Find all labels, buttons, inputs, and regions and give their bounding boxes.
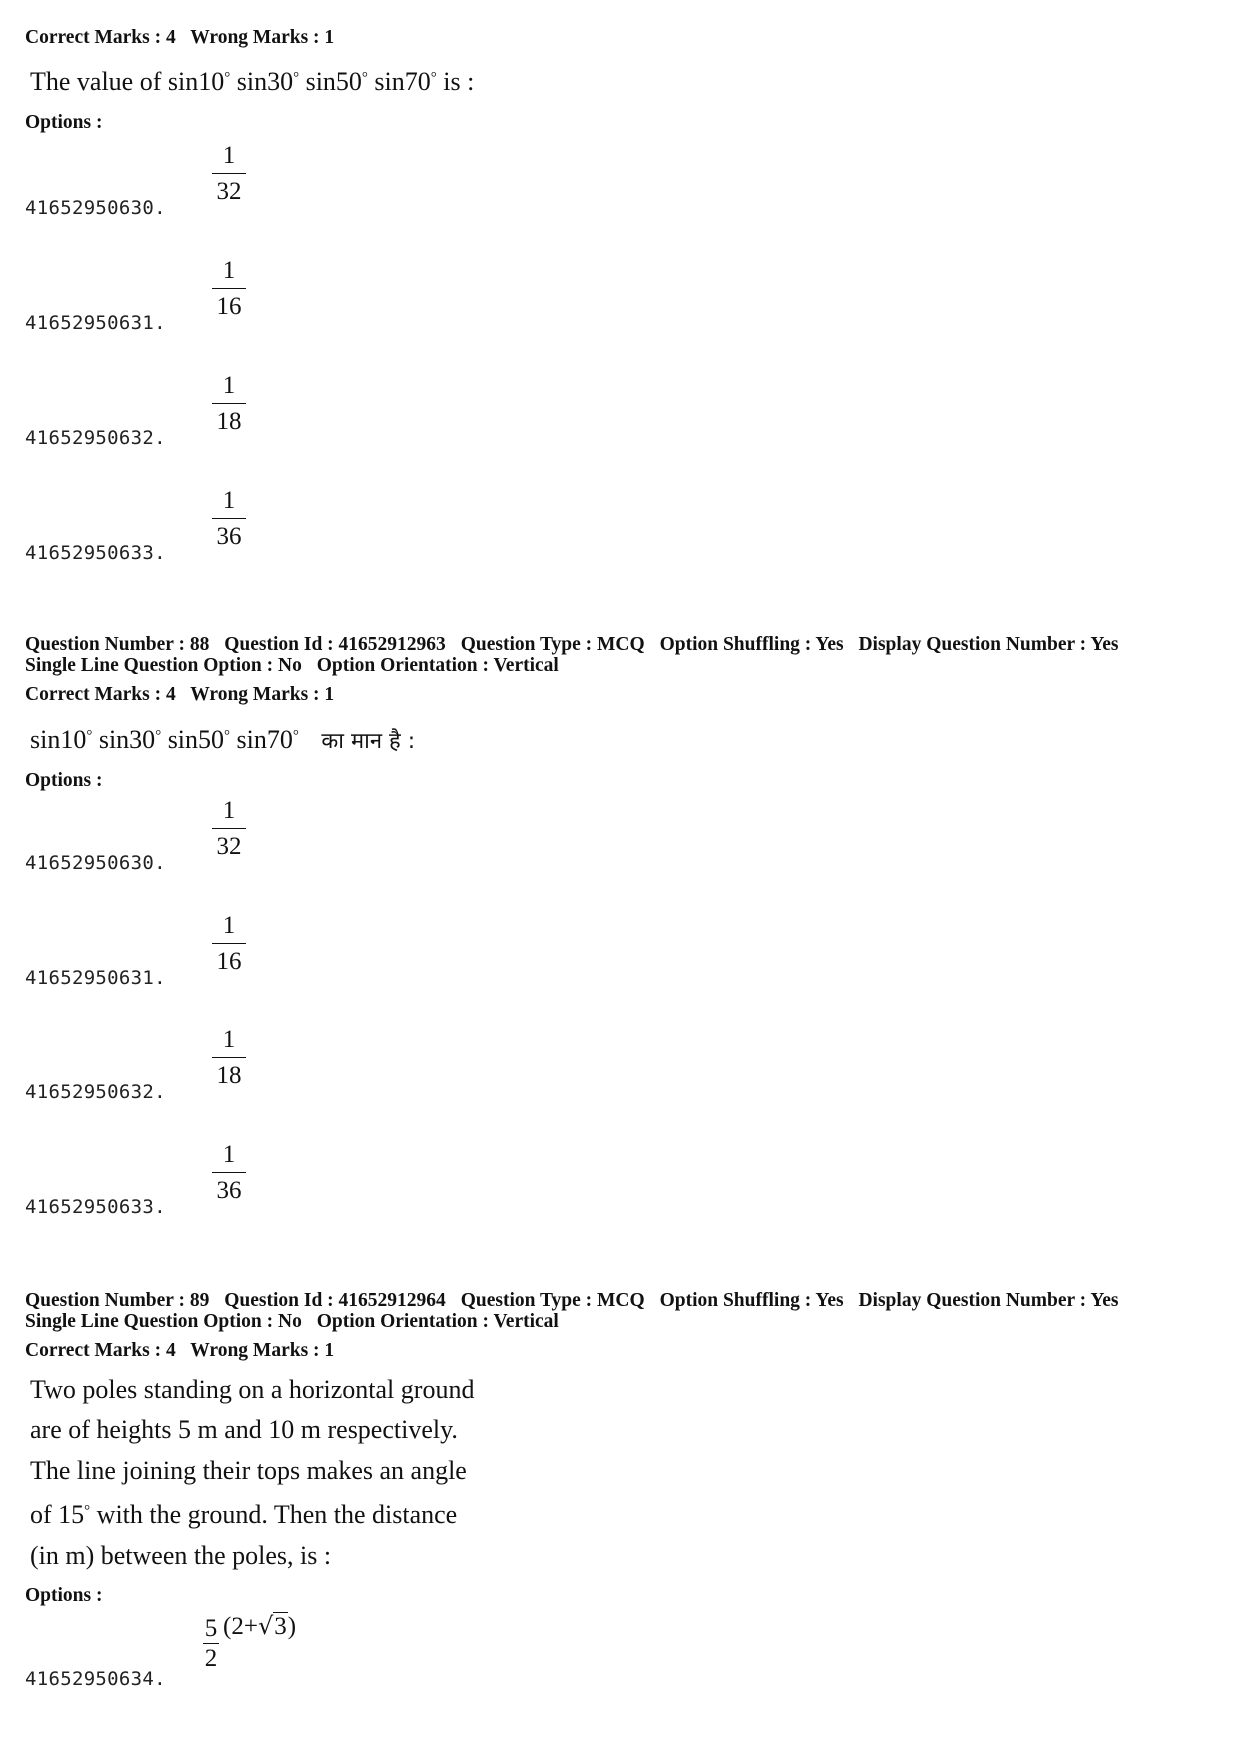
option-expression: $\frac{5}{2}$ (2+√3)	[204, 1612, 297, 1673]
question-id: Question Id : 41652912964	[224, 1290, 446, 1311]
hindi-text: का मान है :	[321, 729, 416, 754]
sqrt-symbol: √	[257, 1612, 274, 1640]
option-id: 41652950634.	[25, 1668, 166, 1690]
question-id: Question Id : 41652912963	[224, 634, 446, 655]
question-header	[25, 634, 1119, 656]
correct-marks: Correct Marks : 4	[25, 27, 176, 48]
marks-line	[25, 27, 334, 49]
options-label: Options :	[25, 770, 103, 791]
question-type: Question Type : MCQ	[460, 1290, 645, 1311]
option-fraction: 1 36	[201, 1140, 257, 1206]
option-fraction: 1 16	[201, 911, 257, 977]
option-item[interactable]	[25, 371, 425, 449]
option-fraction: 1 16	[201, 256, 257, 322]
option-item[interactable]	[25, 1025, 425, 1103]
option-id: 41652950633.	[25, 1196, 166, 1218]
options-label: Options :	[25, 112, 103, 133]
question-number: Question Number : 88	[25, 634, 210, 655]
question-header-line2	[25, 1311, 559, 1333]
option-id: 41652950631.	[25, 312, 166, 334]
question-header	[25, 1290, 1119, 1312]
option-fraction: 1 18	[201, 371, 257, 437]
question-number: Question Number : 89	[25, 1290, 210, 1311]
options-label: Options :	[25, 1585, 103, 1606]
correct-marks: Correct Marks : 4	[25, 1340, 176, 1361]
option-item[interactable]	[25, 1612, 425, 1690]
option-item[interactable]	[25, 1140, 425, 1218]
option-item[interactable]	[25, 911, 425, 989]
correct-marks: Correct Marks : 4	[25, 684, 176, 705]
option-shuffling: Option Shuffling : Yes	[659, 1290, 844, 1311]
wrong-marks: Wrong Marks : 1	[190, 1340, 335, 1361]
marks-line	[25, 684, 334, 706]
question-type: Question Type : MCQ	[460, 634, 645, 655]
option-item[interactable]	[25, 141, 425, 219]
option-fraction: 1 18	[201, 1025, 257, 1091]
option-id: 41652950632.	[25, 1081, 166, 1103]
option-item[interactable]	[25, 796, 425, 874]
option-id: 41652950630.	[25, 852, 166, 874]
option-id: 41652950630.	[25, 197, 166, 219]
wrong-marks: Wrong Marks : 1	[190, 684, 335, 705]
marks-line	[25, 1340, 334, 1362]
single-line-option: Single Line Question Option : No	[25, 655, 302, 676]
question-text: Two poles standing on a horizontal ground are of heights 5 m and 10 m respectively. The line joining their tops makes an angle of 15° with the ground. Then the distance (in m) between the poles, is :	[30, 1375, 475, 1570]
option-item[interactable]	[25, 486, 425, 564]
option-fraction: 1 36	[201, 486, 257, 552]
option-fraction: 1 32	[201, 796, 257, 862]
single-line-option: Single Line Question Option : No	[25, 1311, 302, 1332]
option-orientation: Option Orientation : Vertical	[316, 1311, 559, 1332]
option-fraction: 1 32	[201, 141, 257, 207]
display-question-number: Display Question Number : Yes	[858, 1290, 1119, 1311]
question-text: sin10° sin30° sin50° sin70° का मान है :	[30, 725, 416, 754]
display-question-number: Display Question Number : Yes	[858, 634, 1119, 655]
wrong-marks: Wrong Marks : 1	[190, 27, 335, 48]
option-id: 41652950631.	[25, 967, 166, 989]
question-header-line2	[25, 655, 559, 677]
option-item[interactable]	[25, 256, 425, 334]
option-id: 41652950632.	[25, 427, 166, 449]
option-id: 41652950633.	[25, 542, 166, 564]
question-text: The value of sin10° sin30° sin50° sin70° is :	[30, 67, 475, 96]
option-orientation: Option Orientation : Vertical	[316, 655, 559, 676]
option-shuffling: Option Shuffling : Yes	[659, 634, 844, 655]
